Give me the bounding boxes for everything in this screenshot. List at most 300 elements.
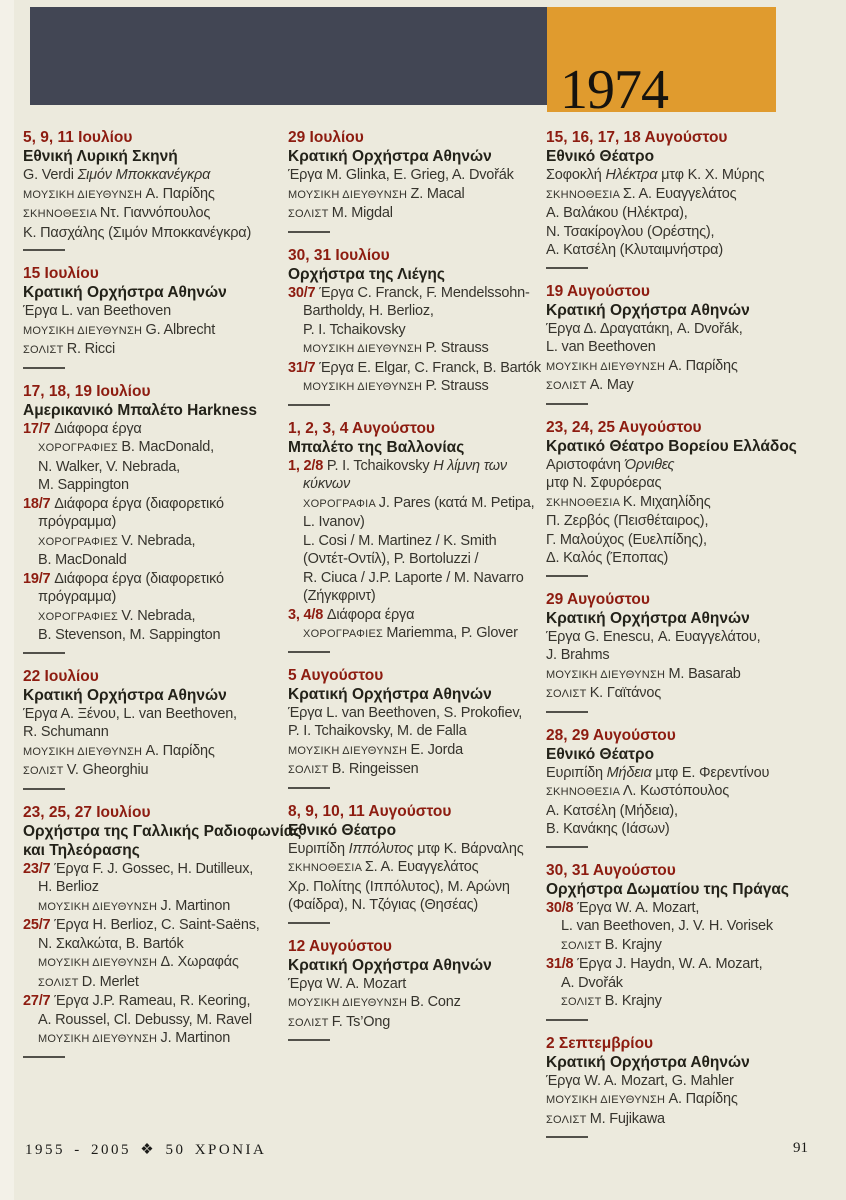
role-label: ΜΟΥΣΙΚΗ ΔΙΕΥΘΥΝΣΗ: [288, 744, 411, 757]
event-entry: [546, 418, 804, 577]
event-line: [23, 860, 281, 879]
event-text: Ν. Σκαλκώτα, B. Bartók: [38, 935, 184, 952]
event-line: [23, 224, 281, 243]
event-line: [546, 338, 804, 357]
event-line: [23, 340, 281, 360]
work-title: κύκνων: [303, 476, 351, 492]
event-line: [23, 897, 281, 917]
event-text: Έργα L. van Beethoven, S. Prokofiev,: [288, 704, 523, 721]
event-text: V. Gheorghiu: [66, 762, 149, 778]
event-line: [546, 185, 804, 205]
event-text: Σοφοκλή: [546, 167, 606, 183]
event-text: Έργα W. A. Mozart: [288, 975, 407, 992]
event-entry: [288, 128, 540, 233]
event-text: μτφ Κ. Χ. Μύρης: [657, 167, 765, 183]
entry-divider: [546, 846, 588, 848]
event-text: Α. Παρίδης: [145, 185, 215, 202]
event-line: [546, 899, 804, 918]
event-line: [23, 185, 281, 205]
event-text: P. I. Tchaikovsky: [303, 321, 406, 338]
event-text: Bartholdy, H. Berlioz,: [303, 303, 434, 319]
event-text: Αριστοφάνη: [546, 456, 625, 473]
event-line: [23, 935, 281, 954]
event-line: [23, 321, 281, 341]
event-text: Π. Ζερβός (Πεισθέταιρος),: [546, 513, 709, 529]
event-line: [288, 993, 540, 1013]
entry-divider: [23, 1056, 65, 1058]
event-line: [288, 321, 540, 340]
inline-date: 19/7: [23, 570, 55, 587]
event-text: M. Basarab: [668, 665, 741, 682]
role-label: ΣΟΛΙΣΤ: [546, 1113, 590, 1126]
event-text: πρόγραμμα): [38, 589, 117, 605]
role-label: ΜΟΥΣΙΚΗ ΔΙΕΥΘΥΝΣΗ: [23, 188, 146, 201]
role-label: ΜΟΥΣΙΚΗ ΔΙΕΥΘΥΝΣΗ: [288, 188, 411, 201]
entry-divider: [546, 711, 588, 713]
event-line: [23, 458, 281, 477]
event-text: J. Brahms: [546, 647, 610, 663]
event-line: [546, 665, 804, 685]
event-line: [288, 302, 540, 321]
event-text: Α. Κατσέλη (Μήδεια),: [546, 802, 678, 819]
event-entry: [546, 590, 804, 713]
event-line: [288, 722, 540, 741]
event-line: [23, 973, 281, 993]
entry-divider: [546, 1136, 588, 1138]
event-entry: [288, 419, 540, 653]
event-entry: [288, 246, 540, 406]
event-text: D. Merlet: [81, 973, 139, 990]
event-text: R. Ricci: [66, 341, 116, 357]
event-text: Ευριπίδη: [288, 840, 349, 857]
program-column-1: [23, 128, 302, 1071]
event-line: [546, 166, 804, 185]
event-text: Β. Κανάκης (Ιάσων): [546, 821, 670, 837]
role-label: ΜΟΥΣΙΚΗ ΔΙΕΥΘΥΝΣΗ: [303, 343, 426, 355]
event-text: Γ. Μαλούχος (Ευελπίδης),: [546, 531, 707, 548]
event-text: Έργα J. Haydn, W. A. Mozart,: [577, 956, 763, 972]
event-text: P. I. Tchaikovsky, M. de Falla: [288, 723, 467, 739]
event-line: [23, 878, 281, 897]
entry-divider: [288, 231, 330, 233]
event-title: Κρατική Ορχήστρα Αθηνών: [23, 284, 227, 301]
event-text: Δ. Χωραφάς: [160, 954, 239, 970]
event-line: [288, 475, 540, 494]
event-line: [546, 764, 804, 783]
event-line: [288, 377, 540, 397]
event-text: P. Strauss: [425, 378, 489, 394]
role-label: ΧΟΡΟΓΡΑΦΙΕΣ: [303, 628, 387, 640]
inline-date: 30/8: [546, 899, 578, 916]
event-line: [546, 992, 804, 1012]
event-line: [546, 646, 804, 665]
event-text: B. MacDonald,: [121, 439, 214, 455]
event-entry: [23, 128, 281, 251]
event-entry: [288, 802, 540, 924]
event-date: 29 Αυγούστου: [546, 590, 650, 608]
event-text: Έργα W. A. Mozart,: [577, 899, 700, 916]
event-line: [288, 975, 540, 994]
role-label: ΜΟΥΣΙΚΗ ΔΙΕΥΘΥΝΣΗ: [23, 745, 146, 758]
page-footer: [0, 1140, 846, 1170]
inline-date: 25/7: [23, 917, 55, 933]
event-text: Διάφορα έργα (διαφορετικό: [54, 495, 224, 512]
event-text: Έργα G. Enescu, Α. Ευαγγελάτου,: [546, 628, 761, 645]
event-text: μτφ Κ. Βάρναλης: [413, 840, 524, 857]
event-text: G. Albrecht: [145, 321, 216, 338]
event-text: πρόγραμμα): [38, 514, 117, 530]
event-date: 1, 2, 3, 4 Αυγούστου: [288, 419, 435, 437]
event-date: 5, 9, 11 Ιουλίου: [23, 129, 133, 146]
event-line: [546, 820, 804, 839]
inline-date: 1, 2/8: [288, 457, 327, 474]
event-date: 8, 9, 10, 11 Αυγούστου: [288, 802, 452, 820]
event-text: L. van Beethoven: [546, 339, 656, 355]
event-line: [23, 953, 281, 973]
event-text: Α. Βαλάκου (Ηλέκτρα),: [546, 205, 688, 221]
event-text: (Ζήγκφριντ): [303, 588, 376, 604]
role-label: ΣΟΛΙΣΤ: [561, 996, 605, 1008]
program-column-2: [288, 128, 540, 1054]
event-text: R. Ciuca / J.P. Laporte / M. Navarro: [303, 569, 524, 586]
event-text: V. Nebrada,: [121, 532, 196, 549]
event-line: [546, 1090, 804, 1110]
role-label: ΣΟΛΙΣΤ: [23, 344, 67, 356]
event-line: [546, 357, 804, 377]
event-line: [23, 761, 281, 781]
page-edge-strip: [0, 0, 14, 1200]
event-title: Εθνικό Θέατρο: [546, 745, 655, 763]
event-text: (Οντέτ-Οντίλ), P. Bortoluzzi /: [303, 551, 479, 567]
role-label: ΣΚΗΝΟΘΕΣΙΑ: [546, 496, 623, 509]
event-line: [288, 606, 540, 625]
entry-divider: [288, 787, 330, 789]
event-text: H. Berlioz: [38, 879, 99, 895]
event-text: R. Schumann: [23, 724, 109, 740]
event-text: Α. Παρίδης: [668, 1091, 738, 1107]
event-line: [546, 936, 804, 956]
entry-divider: [288, 1039, 330, 1041]
event-text: Διάφορα έργα (διαφορετικό: [54, 570, 224, 587]
event-line: [288, 513, 540, 532]
event-text: Ευριπίδη: [546, 764, 607, 781]
entry-divider: [546, 1019, 588, 1021]
role-label: ΣΟΛΙΣΤ: [288, 764, 332, 776]
event-date: 15, 16, 17, 18 Αυγούστου: [546, 129, 728, 146]
event-text: B. MacDonald: [38, 552, 127, 568]
event-line: [546, 456, 804, 475]
event-date: 30, 31 Ιουλίου: [288, 246, 390, 264]
event-line: [546, 320, 804, 339]
event-text: Έργα C. Franck, F. Mendelssohn-: [319, 284, 530, 301]
event-line: [23, 742, 281, 762]
event-line: [288, 494, 540, 514]
event-text: M. Fujikawa: [589, 1110, 665, 1127]
event-text: Δ. Καλός (Έποπας): [546, 550, 669, 566]
event-text: Έργα F. J. Gossec, H. Dutilleux,: [54, 860, 254, 877]
role-label: ΣΟΛΙΣΤ: [23, 765, 67, 777]
event-line: [288, 624, 540, 644]
event-entry: [23, 667, 281, 790]
entry-divider: [23, 652, 65, 654]
role-label: ΣΟΛΙΣΤ: [561, 939, 605, 952]
event-line: [23, 204, 281, 224]
event-text: M. Migdal: [331, 205, 393, 221]
event-text: Λ. Κωστόπουλος: [622, 783, 730, 799]
event-line: [546, 223, 804, 242]
event-entry: [23, 382, 281, 654]
role-label: ΧΟΡΟΓΡΑΦΙΑ: [303, 497, 379, 510]
event-text: Έργα L. van Beethoven: [23, 303, 171, 319]
entry-divider: [23, 367, 65, 369]
entry-divider: [546, 267, 588, 269]
event-line: [546, 917, 804, 936]
event-text: Διάφορα έργα: [326, 606, 415, 623]
event-line: [23, 532, 281, 552]
event-line: [288, 704, 540, 723]
event-text: E. Jorda: [410, 741, 463, 758]
event-line: [546, 493, 804, 513]
event-line: [288, 284, 540, 303]
event-line: [23, 495, 281, 514]
role-label: ΜΟΥΣΙΚΗ ΔΙΕΥΘΥΝΣΗ: [546, 1094, 669, 1106]
event-text: B. Krajny: [604, 993, 662, 1009]
event-line: [23, 476, 281, 495]
role-label: ΜΟΥΣΙΚΗ ΔΙΕΥΘΥΝΣΗ: [38, 1033, 161, 1045]
event-date: 30, 31 Αυγούστου: [546, 861, 676, 879]
program-column-3: [546, 128, 804, 1151]
event-line: [23, 438, 281, 458]
role-label: ΣΚΗΝΟΘΕΣΙΑ: [546, 786, 623, 798]
event-line: [288, 204, 540, 224]
event-text: P. Strauss: [425, 340, 489, 356]
event-text: J. Pares (κατά M. Petipa,: [378, 494, 535, 511]
event-entry: [546, 128, 804, 269]
role-label: ΣΟΛΙΣΤ: [288, 208, 332, 220]
event-text: Α. Παρίδης: [145, 742, 215, 759]
event-text: Σ. Α. Ευαγγελάτος: [364, 859, 479, 875]
event-line: [288, 760, 540, 780]
event-line: [23, 513, 281, 532]
event-line: [288, 858, 540, 878]
inline-date: 31/7: [288, 359, 320, 376]
event-text: Έργα E. Elgar, C. Franck, B. Bartók: [319, 359, 541, 376]
event-title: Κρατική Ορχήστρα Αθηνών: [288, 685, 492, 703]
event-text: Α. Κατσέλη (Κλυταιμνήστρα): [546, 242, 723, 258]
event-line: [546, 974, 804, 993]
event-line: [23, 626, 281, 645]
event-line: [23, 588, 281, 607]
event-text: A. Roussel, Cl. Debussy, M. Ravel: [38, 1011, 252, 1028]
entry-divider: [546, 403, 588, 405]
role-label: ΜΟΥΣΙΚΗ ΔΙΕΥΘΥΝΣΗ: [23, 324, 146, 337]
event-text: J. Martinon: [160, 897, 231, 914]
event-line: [546, 955, 804, 974]
event-text: μτφ Ε. Φερεντίνου: [651, 764, 770, 781]
role-label: ΣΟΛΙΣΤ: [38, 976, 82, 989]
event-line: [288, 532, 540, 551]
event-line: [546, 684, 804, 704]
event-entry: [23, 803, 302, 1058]
event-entry: [288, 937, 540, 1042]
event-text: Έργα W. A. Mozart, G. Mahler: [546, 1072, 734, 1089]
header-dark-block: [30, 7, 547, 105]
event-title: Εθνικό Θέατρο: [288, 821, 397, 839]
inline-date: 27/7: [23, 993, 55, 1009]
work-title: Όρνιθες: [624, 456, 675, 473]
entry-divider: [288, 922, 330, 924]
event-text: V. Nebrada,: [121, 607, 196, 624]
role-label: ΧΟΡΟΓΡΑΦΙΕΣ: [38, 442, 122, 454]
inline-date: 3, 4/8: [288, 606, 327, 623]
event-text: Έργα M. Glinka, E. Grieg, A. Dvořák: [288, 167, 514, 183]
event-entry: [546, 861, 804, 1021]
event-line: [546, 1072, 804, 1091]
event-text: (Φαίδρα), Ν. Τζόγιας (Θησέας): [288, 897, 479, 913]
entry-divider: [23, 249, 65, 251]
event-line: [288, 741, 540, 761]
role-label: ΜΟΥΣΙΚΗ ΔΙΕΥΘΥΝΣΗ: [288, 997, 411, 1009]
entry-divider: [288, 651, 330, 653]
event-line: [23, 607, 281, 627]
page-number: 91: [793, 1140, 808, 1156]
work-title: Σιμόν Μποκκανέγκρα: [77, 167, 211, 183]
inline-date: 30/7: [288, 284, 320, 301]
event-text: B. Conz: [410, 994, 461, 1010]
event-title: Κρατική Ορχήστρα Αθηνών: [546, 609, 750, 627]
event-line: [546, 512, 804, 531]
event-title: Κρατική Ορχήστρα Αθηνών: [546, 301, 750, 319]
event-line: [23, 551, 281, 570]
event-line: [546, 531, 804, 550]
event-date: 15 Ιουλίου: [23, 265, 99, 282]
event-text: μτφ Ν. Σφυρόερας: [546, 475, 662, 491]
event-entry: [546, 1034, 804, 1139]
event-text: Έργα Α. Ξένου, L. van Beethoven,: [23, 705, 237, 722]
event-line: [23, 570, 281, 589]
inline-date: 18/7: [23, 495, 55, 512]
event-text: A. Dvořák: [561, 974, 623, 991]
event-line: [546, 241, 804, 260]
event-line: [288, 587, 540, 606]
event-date: 17, 18, 19 Ιουλίου: [23, 382, 151, 400]
event-line: [288, 569, 540, 588]
event-entry: [546, 282, 804, 405]
event-line: [546, 782, 804, 802]
event-text: A. May: [589, 377, 634, 393]
event-text: Έργα J.P. Rameau, R. Keoring,: [54, 993, 251, 1009]
event-line: [23, 420, 281, 439]
event-line: [288, 550, 540, 569]
event-text: Z. Macal: [410, 185, 465, 202]
event-text: L. Cosi / M. Martinez / K. Smith: [303, 532, 497, 549]
event-title: Ορχήστρα της Λιέγης: [288, 265, 445, 283]
entry-divider: [288, 404, 330, 406]
event-title: Κρατικό Θέατρο Βορείου Ελλάδος: [546, 437, 797, 455]
event-line: [288, 359, 540, 378]
event-text: Κ. Γαϊτάνος: [589, 685, 662, 701]
event-title: και Τηλεόρασης: [23, 841, 140, 859]
event-line: [288, 1013, 540, 1033]
role-label: ΣΟΛΙΣΤ: [546, 688, 590, 700]
entry-divider: [546, 575, 588, 577]
event-text: Mariemma, P. Glover: [386, 625, 518, 641]
event-text: L. Ivanov): [303, 514, 365, 530]
event-date: 19 Αυγούστου: [546, 282, 650, 300]
role-label: ΧΟΡΟΓΡΑΦΙΕΣ: [38, 610, 122, 623]
event-line: [23, 916, 281, 935]
role-label: ΜΟΥΣΙΚΗ ΔΙΕΥΘΥΝΣΗ: [546, 668, 669, 681]
work-title: Μήδεια: [606, 764, 652, 781]
event-line: [546, 204, 804, 223]
event-text: B. Krajny: [604, 936, 662, 953]
inline-date: 17/7: [23, 420, 55, 437]
event-text: Κ. Μιχαηλίδης: [622, 493, 711, 510]
event-text: Κ. Πασχάλης (Σιμόν Μποκκανέγκρα): [23, 224, 252, 241]
event-title: Εθνικό Θέατρο: [546, 148, 655, 165]
event-text: Ν. Τσακίρογλου (Ορέστης),: [546, 223, 715, 240]
event-line: [288, 896, 540, 915]
event-line: [546, 474, 804, 493]
event-text: Σ. Α. Ευαγγελάτος: [622, 185, 737, 202]
event-line: [23, 166, 281, 185]
event-entry: [288, 666, 540, 789]
event-text: Έργα H. Berlioz, C. Saint-Saëns,: [54, 917, 260, 933]
role-label: ΣΚΗΝΟΘΕΣΙΑ: [288, 862, 365, 874]
event-title: Κρατική Ορχήστρα Αθηνών: [23, 686, 227, 704]
event-line: [546, 549, 804, 568]
event-text: G. Verdi: [23, 167, 78, 183]
event-text: N. Walker, V. Nebrada,: [38, 458, 181, 475]
event-line: [546, 802, 804, 821]
event-text: Ντ. Γιαννόπουλος: [99, 205, 211, 221]
event-line: [23, 992, 281, 1011]
event-date: 12 Αυγούστου: [288, 937, 392, 955]
event-line: [546, 376, 804, 396]
event-line: [23, 723, 281, 742]
year-heading: 1974: [560, 59, 668, 121]
event-title: Μπαλέτο της Βαλλονίας: [288, 438, 465, 456]
event-text: Έργα Δ. Δραγατάκη, A. Dvořák,: [546, 320, 743, 337]
event-text: B. Stevenson, M. Sappington: [38, 627, 221, 643]
role-label: ΧΟΡΟΓΡΑΦΙΕΣ: [38, 535, 122, 548]
event-entry: [546, 726, 804, 848]
event-title: Εθνική Λυρική Σκηνή: [23, 148, 178, 165]
role-label: ΣΚΗΝΟΘΕΣΙΑ: [23, 208, 100, 220]
event-title: Κρατική Ορχήστρα Αθηνών: [288, 956, 492, 974]
event-line: [288, 457, 540, 476]
event-text: B. Ringeissen: [331, 761, 419, 777]
event-date: 28, 29 Αυγούστου: [546, 726, 676, 744]
event-text: M. Sappington: [38, 477, 129, 493]
event-date: 2 Σεπτεμβρίου: [546, 1034, 654, 1052]
work-title: Ιππόλυτος: [348, 840, 414, 857]
event-line: [288, 166, 540, 185]
event-title: Αμερικανικό Μπαλέτο Harkness: [23, 401, 257, 419]
event-line: [546, 628, 804, 647]
event-title: Ορχήστρα της Γαλλικής Ραδιοφωνίας: [23, 822, 302, 840]
event-text: J. Martinon: [160, 1030, 231, 1046]
role-label: ΣΟΛΙΣΤ: [288, 1016, 332, 1029]
footer-anniversary-text: 1955 - 2005 ❖ 50 ΧΡΟΝΙΑ: [25, 1142, 267, 1158]
entry-divider: [23, 788, 65, 790]
role-label: ΜΟΥΣΙΚΗ ΔΙΕΥΘΥΝΣΗ: [303, 381, 426, 393]
event-text: Α. Παρίδης: [668, 357, 738, 374]
event-text: L. van Beethoven, J. V. H. Vorisek: [561, 918, 773, 934]
event-line: [288, 878, 540, 897]
event-title: Κρατική Ορχήστρα Αθηνών: [288, 148, 492, 165]
event-line: [288, 185, 540, 205]
